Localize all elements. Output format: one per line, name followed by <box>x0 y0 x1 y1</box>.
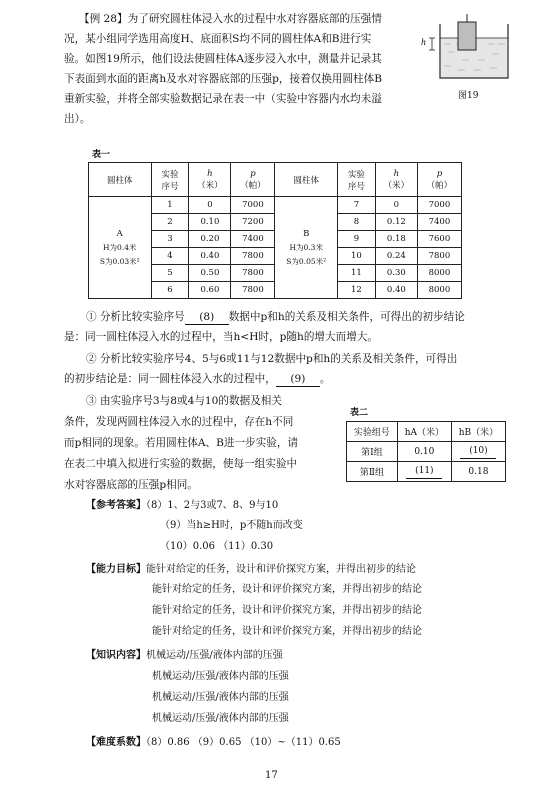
table2-header-row: 实验组号 hA（米） hB（米） <box>347 422 506 442</box>
intro-line-6: 出）。 <box>64 113 91 125</box>
table1-header-h-b: h （米） <box>375 163 417 197</box>
table-row: 5 0.50 7800 11 0.30 8000 <box>89 265 462 282</box>
answer-line-3: （10）0.06 （11）0.30 <box>160 541 274 552</box>
q1-line-1: ① 分析比较实验序号 (8) 数据中p和h的关系及相关条件，可得出的初步结论 <box>86 311 465 323</box>
q3-line-1: ③ 由实验序号3与8或4与10的数据及相关 <box>86 395 282 407</box>
q3-line-2: 条件，发现两圆柱体浸入水的过程中，存在h不同 <box>64 416 294 428</box>
intro-line-3: 验。如图19所示，他们设法使圆柱体A逐步浸入水中，测量并记录其 <box>64 53 382 65</box>
q2-line-1: ② 分析比较实验序号4、5与6或11与12数据中p和h的关系及相关条件，可得出 <box>86 353 458 365</box>
answer-line-2: （9）当h≥H时，p不随h而改变 <box>160 520 303 531</box>
blank-9: (9) <box>276 372 320 387</box>
table1-header-p-a: p （帕） <box>231 163 275 197</box>
knowledge-line-3: 机械运动/压强/液体内部的压强 <box>152 692 289 703</box>
table1-group-b: B H为0.3米 S为0.05米² <box>275 197 338 299</box>
knowledge-line-1: 【知识内容】机械运动/压强/液体内部的压强 <box>86 650 283 661</box>
q3-line-4: 在表二中填入拟进行实验的数据，使每一组实验中 <box>64 458 298 470</box>
table1 <box>88 162 462 299</box>
answer-line-1: 【参考答案】（8）1、2与3或7、8、9与10 <box>86 500 279 511</box>
q2-line-2: 的初步结论是：同一圆柱体浸入水的过程中， (9) 。 <box>64 373 331 385</box>
q3-line-3: 而p相同的现象。若用圆柱体A、B进一步实验，请 <box>64 437 299 449</box>
table1-header-p-b: p （帕） <box>417 163 461 197</box>
table1-header-row <box>89 163 462 197</box>
intro-line-2: 况，某小组同学选用高度H、底面积S均不同的圆柱体A和B进行实 <box>64 33 372 45</box>
table1-header-cylinder-a: 圆柱体 <box>89 163 152 197</box>
figure-caption: 图19 <box>458 91 479 101</box>
table-row: 第Ⅰ组 0.10 (10) <box>347 442 506 462</box>
h-marker-label: h <box>421 38 427 47</box>
intro-line-1: 【例 28】为了研究圆柱体浸入水的过程中水对容器底部的压强情 <box>79 13 382 25</box>
intro-line-4: 下表面到水面的距离h及水对容器底部的压强p，接着仅换用圆柱体B <box>64 73 383 85</box>
intro-line-5: 重新实验，并将全部实验数据记录在表一中（实验中容器内水均未溢 <box>64 93 382 105</box>
knowledge-line-4: 机械运动/压强/液体内部的压强 <box>152 713 289 724</box>
ability-line-1: 【能力目标】能针对给定的任务，设计和评价探究方案，并得出初步的结论 <box>86 564 416 575</box>
q3-line-5: 水对容器底部的压强p相同。 <box>64 479 198 491</box>
q1-line-2: 是：同一圆柱体浸入水的过程中，当h<H时，p随h的增大而增大。 <box>64 331 378 343</box>
knowledge-line-2: 机械运动/压强/液体内部的压强 <box>152 671 289 682</box>
ability-line-2: 能针对给定的任务，设计和评价探究方案，并得出初步的结论 <box>152 584 422 595</box>
table2 <box>346 421 506 482</box>
table-row: 6 0.60 7800 12 0.40 8000 <box>89 282 462 299</box>
table-row: 第Ⅱ组 (11) 0.18 <box>347 462 506 482</box>
table1-header-seq-b: 实验 序号 <box>337 163 375 197</box>
table1-header-seq-a: 实验 序号 <box>151 163 189 197</box>
table-row: 4 0.40 7800 10 0.24 7800 <box>89 248 462 265</box>
container-diagram <box>418 14 514 84</box>
ability-line-4: 能针对给定的任务，设计和评价探究方案，并得出初步的结论 <box>152 626 422 637</box>
page-number: 17 <box>265 770 278 781</box>
table-row: A H为0.4米 S为0.03米² 1 0 7000 B H为0.3米 S为0.05米² 7 0 7000 <box>89 197 462 214</box>
table1-header-cylinder-b: 圆柱体 <box>275 163 338 197</box>
table-row: 3 0.20 7400 9 0.18 7600 <box>89 231 462 248</box>
ability-line-3: 能针对给定的任务，设计和评价探究方案，并得出初步的结论 <box>152 605 422 616</box>
table1-caption: 表一 <box>92 150 111 160</box>
blank-8: (8) <box>185 310 229 325</box>
table-row: 2 0.10 7200 8 0.12 7400 <box>89 214 462 231</box>
difficulty-line: 【难度系数】（8）0.86 （9）0.65 （10）~（11）0.65 <box>86 737 341 748</box>
table1-group-a: A H为0.4米 S为0.03米² <box>89 197 152 299</box>
table2-caption: 表二 <box>350 408 369 418</box>
blank-10: (10) <box>460 444 496 459</box>
blank-11: (11) <box>406 464 442 479</box>
table1-header-h-a: h （米） <box>189 163 231 197</box>
figure-19 <box>418 14 514 101</box>
